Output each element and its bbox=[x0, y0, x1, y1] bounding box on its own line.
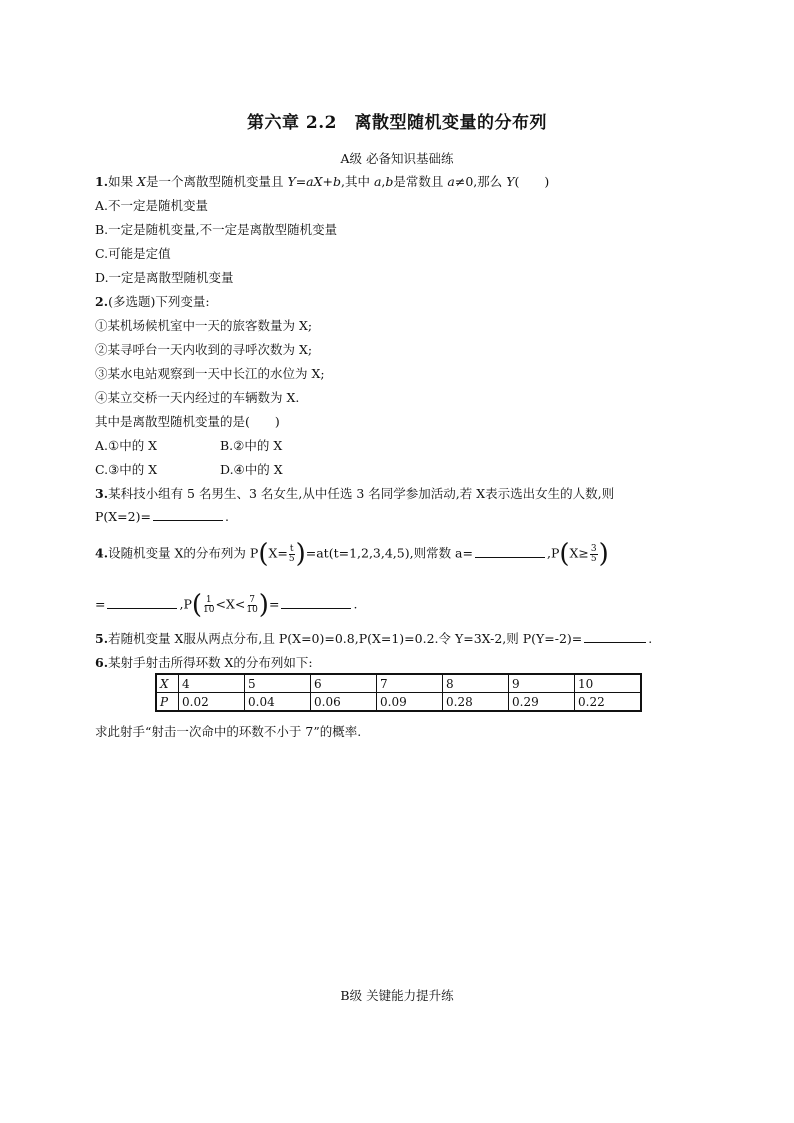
q1-option-c: C.可能是定值 bbox=[95, 246, 171, 261]
fraction-7-over-10: $\frac{7}{10}$ bbox=[246, 594, 258, 615]
q2-option-c: C.③中的 X bbox=[95, 462, 158, 477]
q4-stem: 4.设随机变量 X的分布列为 P(X= $\frac{t}{5}$ )=at(t=1,2,3,4,5),则常数 a= ,P(X≥ $\frac{3}{5}$ ) bbox=[95, 539, 609, 569]
q2-item-2: ②某寻呼台一天内收到的寻呼次数为 X; bbox=[95, 342, 313, 357]
q3-stem: 3.某科技小组有 5 名男生、3 名女生,从中任选 3 名同学参加活动,若 X表示选出女生的人数,则 bbox=[95, 486, 615, 501]
fraction-1-over-10: $\frac{1}{10}$ bbox=[203, 594, 215, 615]
q3-answer-line: P(X=2)= . bbox=[95, 509, 229, 524]
q5-answer-blank[interactable] bbox=[584, 630, 646, 643]
table-cell: 4 bbox=[179, 674, 245, 693]
distribution-table bbox=[155, 673, 642, 712]
q2-item-4: ④某立交桥一天内经过的车辆数为 X. bbox=[95, 390, 300, 405]
q4-constant-a-blank[interactable] bbox=[475, 545, 545, 558]
q2-options-row-1 bbox=[95, 436, 283, 454]
table-cell: 0.04 bbox=[245, 693, 311, 712]
q2-option-d: D.④中的 X bbox=[220, 462, 283, 477]
table-cell: 0.29 bbox=[509, 693, 575, 712]
table-header-x: X bbox=[156, 674, 179, 693]
table-cell: 0.22 bbox=[575, 693, 642, 712]
q5-stem: 5.若随机变量 X服从两点分布,且 P(X=0)=0.8,P(X=1)=0.2.令 Y=3X-2,则 P(Y=-2)= . bbox=[95, 631, 653, 646]
table-cell: 10 bbox=[575, 674, 642, 693]
q4-prob-ge-blank[interactable] bbox=[107, 596, 177, 609]
q1-stem: 1.如果 X是一个离散型随机变量且 Y=aX+b,其中 a,b是常数且 a≠0,那么 Y( ) bbox=[95, 174, 550, 189]
section-a-heading: A级 必备知识基础练 bbox=[340, 151, 454, 166]
q3-answer-blank[interactable] bbox=[153, 508, 223, 521]
table-cell: 0.09 bbox=[377, 693, 443, 712]
table-cell: 5 bbox=[245, 674, 311, 693]
q2-options-row-2 bbox=[95, 460, 283, 478]
q4-prob-range-blank[interactable] bbox=[281, 596, 351, 609]
table-cell: 9 bbox=[509, 674, 575, 693]
fraction-t-over-5: $\frac{t}{5}$ bbox=[288, 543, 295, 564]
q2-option-a: A.①中的 X bbox=[95, 438, 158, 453]
table-cell: 7 bbox=[377, 674, 443, 693]
table-cell: 8 bbox=[443, 674, 509, 693]
table-cell: 6 bbox=[311, 674, 377, 693]
q6-question: 求此射手“射击一次命中的环数不小于 7”的概率. bbox=[95, 724, 362, 739]
fraction-3-over-5: $\frac{3}{5}$ bbox=[590, 543, 597, 564]
q2-option-b: B.②中的 X bbox=[220, 438, 283, 453]
q1-option-b: B.一定是随机变量,不一定是离散型随机变量 bbox=[95, 222, 338, 237]
q1-option-a: A.不一定是随机变量 bbox=[95, 198, 209, 213]
q4-line-2: = ,P( $\frac{1}{10}$ <X< $\frac{7}{10}$ )= . bbox=[95, 590, 358, 620]
q2-item-3: ③某水电站观察到一天中长江的水位为 X; bbox=[95, 366, 325, 381]
table-cell: 0.02 bbox=[179, 693, 245, 712]
table-cell: 0.06 bbox=[311, 693, 377, 712]
table-cell: 0.28 bbox=[443, 693, 509, 712]
q6-stem: 6.某射手射击所得环数 X的分布列如下: bbox=[95, 655, 313, 670]
table-row-p bbox=[156, 693, 641, 712]
q2-question: 其中是离散型随机变量的是( ) bbox=[95, 414, 280, 429]
q2-stem: 2.(多选题)下列变量: bbox=[95, 294, 210, 309]
q2-item-1: ①某机场候机室中一天的旅客数量为 X; bbox=[95, 318, 313, 333]
page-title: 第六章 2.2 离散型随机变量的分布列 bbox=[247, 113, 547, 133]
table-header-p: P bbox=[156, 693, 179, 712]
table-row-x bbox=[156, 674, 641, 693]
section-b-heading: B级 关键能力提升练 bbox=[340, 988, 454, 1003]
q1-option-d: D.一定是离散型随机变量 bbox=[95, 270, 234, 285]
